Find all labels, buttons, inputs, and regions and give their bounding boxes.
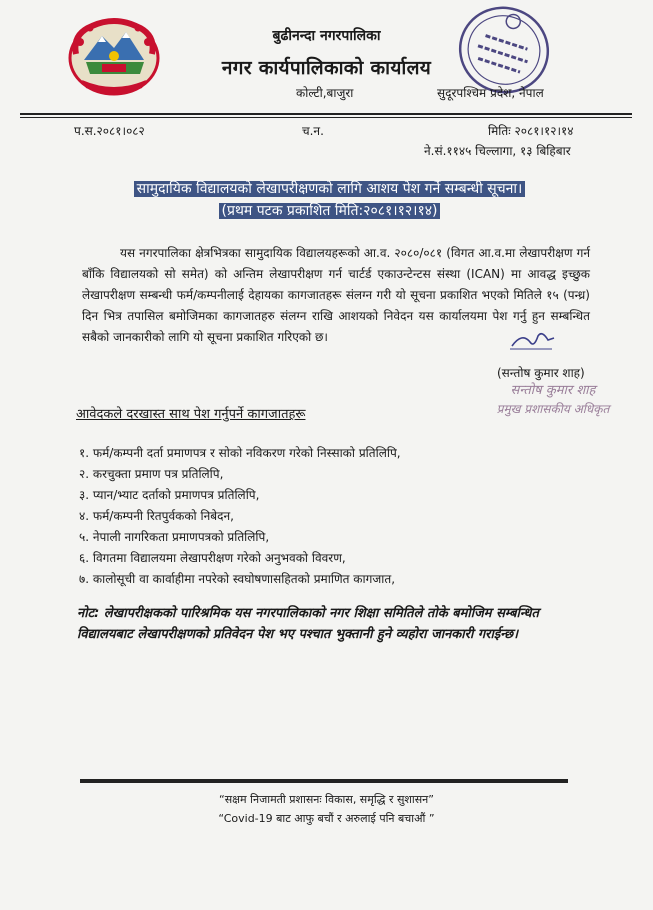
dispatch-number: च.न. <box>302 124 324 138</box>
documents-title: आवेदकले दरखास्त साथ पेश गर्नुपर्ने कागजातहरू <box>76 407 306 422</box>
header-rule-thin <box>20 117 632 118</box>
seal-title: प्रमुख प्रशासकीय अधिकृत <box>496 402 610 416</box>
municipality-name: बुढीनन्दा नगरपालिका <box>272 28 381 44</box>
footer-motto: “सक्षम निजामती प्रशासनः विकास, समृद्धि र सुशासन” <box>219 793 434 806</box>
footer-covid-message: “Covid-19 बाट आफु बचौं र अरुलाई पनि बचाऔं ” <box>218 812 435 825</box>
list-item: २. करचुक्ता प्रमाण पत्र प्रतिलिपि, <box>79 467 224 481</box>
letter-date: मितिः २०८१।१२।१४ <box>488 124 574 138</box>
province-address: सुदूरपश्चिम प्रदेश, नेपाल <box>437 86 544 100</box>
seal-name: सन्तोष कुमार शाह <box>510 383 596 398</box>
list-item: ३. प्यान/भ्याट दर्ताको प्रमाणपत्र प्रतिलिपि, <box>79 488 260 502</box>
header-rule <box>20 113 632 115</box>
list-item: ५. नेपाली नागरिकता प्रमाणपत्रको प्रतिलिपि, <box>79 530 270 544</box>
officer-seal <box>478 380 628 430</box>
list-item: ७. कालोसूची वा कार्वाहीमा नपरेको स्वघोषणासहितको प्रमाणित कागजात, <box>79 572 396 586</box>
footer-rule <box>80 779 568 783</box>
notice-subtitle: (प्रथम पटक प्रकाशित मिति:२०८१।१२।१४) <box>219 203 441 219</box>
list-item: ४. फर्म/कम्पनी रितपुर्वकको निबेदन, <box>79 509 234 523</box>
list-item: ६. विगतमा विद्यालयमा लेखापरीक्षण गरेको अनुभवको विवरण, <box>79 551 346 565</box>
office-address: कोल्टी,बाजुरा <box>296 86 354 100</box>
documents-list <box>79 443 401 590</box>
nepal-sambat-date: ने.सं.११४५ चिल्लागा, १३ बिहिबार <box>424 144 571 158</box>
list-item: १. फर्म/कम्पनी दर्ता प्रमाणपत्र र सोको नविकरण गरेको निस्साको प्रतिलिपि, <box>79 446 401 460</box>
signer-name: (सन्तोष कुमार शाह) <box>497 366 585 380</box>
office-name: नगर कार्यपालिकाको कार्यालय <box>221 57 432 79</box>
reference-number: प.स.२०८१।०८२ <box>74 124 145 138</box>
notice-heading <box>108 178 551 222</box>
notice-body: यस नगरपालिका क्षेत्रभित्रका सामुदायिक विद्यालयहरूको आ.व. २०८०/०८१ (विगत आ.व.मा लेखापरीक्षण गर्न बाँकि विद्यालयको सो समेत) को अन्तिम लेखापरीक्षण गर्न चार्टर्ड एकाउन्टेन्टस संस्था (ICAN) मा आवद्ध इच्छुक लेखापरीक्षण सम्बन्धी फर्म/कम्पनीलाई देहायका कागजातहरू संलग्न गरी यो सूचना प्रकाशित भएको मितिले १५ (पन्ध्र) दिन भित्र तपासिल बमोजिमका कागजातहरु संलग्न राखि आशयको निवेदन यस कार्यालयमा पेश गर्नु हुन सम्बन्धित सबैको जानकारीको लागि यो सूचना प्रकाशित गरिएको छ। <box>82 246 590 344</box>
signature-icon <box>508 328 558 352</box>
payment-note: नोट: लेखापरीक्षकको पारिश्रमिक यस नगरपालिकाको नगर शिक्षा समितिले तोके बमोजिम सम्बन्धित विद्यालयबाट लेखापरीक्षणको प्रतिवेदन पेश भए पश्चात भुक्तानी हुने व्यहोरा जानकारी गराईन्छ। <box>77 606 539 642</box>
notice-title: सामुदायिक विद्यालयको लेखापरीक्षणको लागि आशय पेश गर्ने सम्बन्धी सूचना। <box>134 181 526 197</box>
